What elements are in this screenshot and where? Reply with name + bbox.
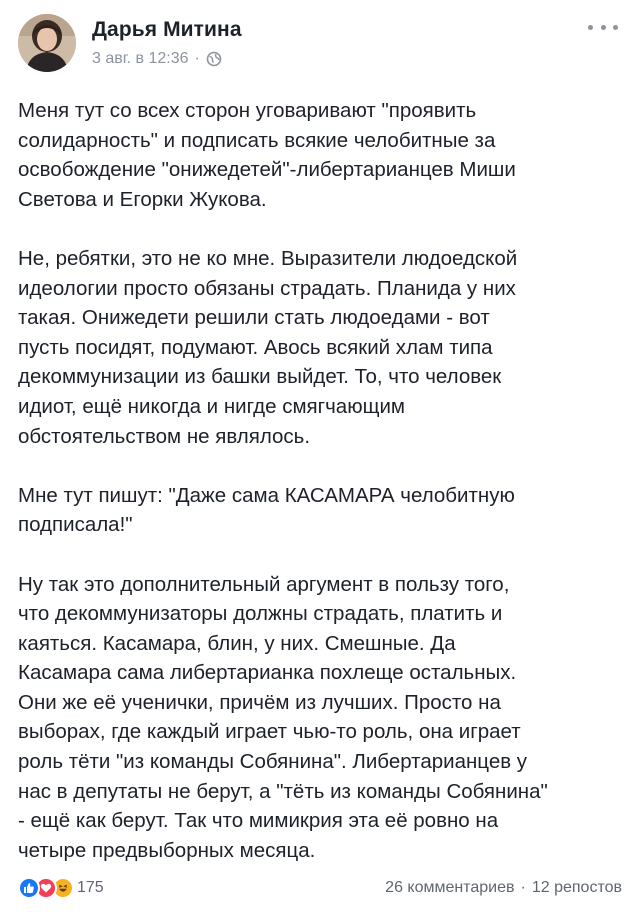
reactions-summary[interactable] [18,877,104,899]
reaction-count: 175 [77,879,104,896]
post-paragraph: Не, ребятки, это не ко мне. Выразители людоедской идеологии просто обязаны страдать. Планида у них такая. Онижедети решили стать людоедами - вот пусть посидят, подумают. Авось всякий хлам типа декоммунизации из башки выйдет. То, что человек идиот, ещё никогда и нигде смягчающим обстоятельством не являлось. [18,246,518,448]
avatar-image [18,14,76,72]
post-meta [92,50,222,68]
post-body [18,96,624,865]
like-icon [18,877,40,899]
reaction-icons [18,877,69,899]
meta-separator: · [194,50,200,67]
more-options-icon[interactable] [588,20,618,34]
post-paragraph: Мне тут пишут: "Даже сама КАСАМАРА челобитную подписала!" [18,483,515,537]
post-stats [385,879,622,897]
globe-icon[interactable] [206,51,222,67]
post-date[interactable]: 3 авг. в 12:36 [92,50,189,67]
shares-link[interactable]: 12 репостов [531,879,622,896]
post-footer [18,874,622,902]
post-header [18,14,618,76]
post-paragraph: Меня тут со всех сторон уговаривают "проявить солидарность" и подписать всякие челобитные за освобождение "онижедетей"-либертарианцев Миши Светова и Егорки Жукова. [18,99,516,211]
comments-link[interactable]: 26 комментариев [385,879,515,896]
avatar[interactable] [18,14,76,72]
stats-separator: · [520,879,526,896]
author-name[interactable]: Дарья Митина [92,18,242,41]
post-paragraph: Ну так это дополнительный аргумент в пользу того, что декоммунизаторы должны страдать, платить и каяться. Касамара, блин, у них. Смешные. Да Касамара сама либертарианка похлеще остальных. Они же её ученички, причём из лучших. Просто на выборах, где каждый играет чью-то роль, она играет роль тёти "из команды Собянина". Либертарианцев у нас в депутаты не берут, а "тёть из команды Собянина" - ещё как берут. Так что мимикрия эта её ровно на четыре предвыборных месяца. [18,572,548,862]
